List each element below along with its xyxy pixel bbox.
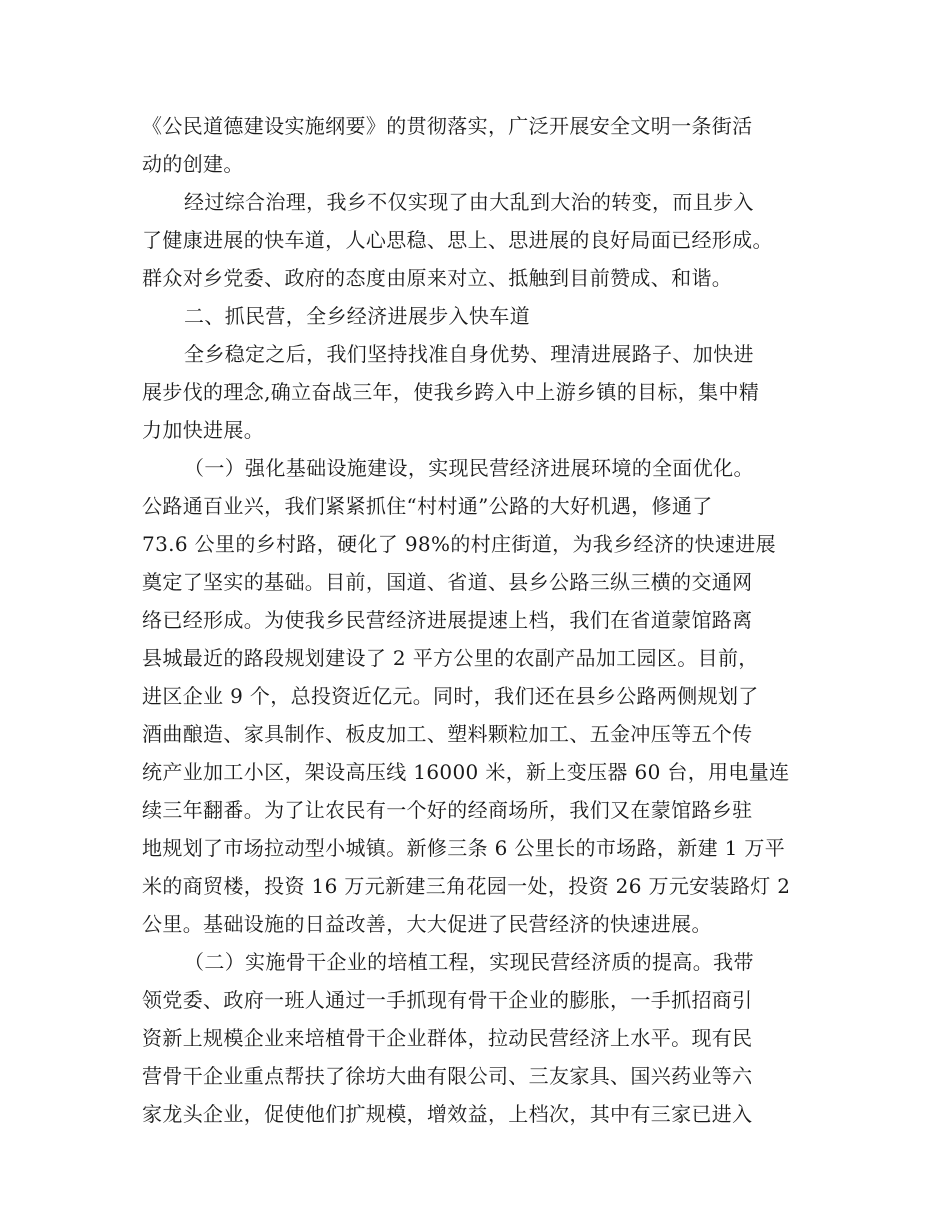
text-line: 经过综合治理，我乡不仅实现了由大乱到大治的转变，而且步入 xyxy=(184,190,754,214)
text-line: 展步伐的理念,确立奋战三年，使我乡跨入中上游乡镇的目标，集中精 xyxy=(142,380,760,404)
text-line: 络已经形成。为使我乡民营经济进展提速上档，我们在省道蒙馆路离 xyxy=(142,608,753,632)
text-line: 73.6 公里的乡村路，硬化了 98%的村庄街道，为我乡经济的快速进展 xyxy=(142,532,776,556)
text-line: 公路通百业兴，我们紧紧抓住“村村通”公路的大好机遇，修通了 xyxy=(142,494,713,518)
text-line: 家龙头企业，促使他们扩规模，增效益，上档次，其中有三家已进入 xyxy=(142,1102,753,1126)
text-line: 动的创建。 xyxy=(142,152,244,176)
text-line: 县城最近的路段规划建设了 2 平方公里的农副产品加工园区。目前， xyxy=(142,646,759,670)
subsection-heading: （一）强化基础设施建设，实现民营经济进展环境的全面优化。 xyxy=(184,456,754,480)
text-line: 进区企业 9 个，总投资近亿元。同时，我们还在县乡公路两侧规划了 xyxy=(142,684,759,708)
text-line: 了健康进展的快车道，人心思稳、思上、思进展的良好局面已经形成。 xyxy=(142,228,773,252)
subsection-heading: （二）实施骨干企业的培植工程，实现民营经济质的提高。我带 xyxy=(184,950,754,974)
text-line: 统产业加工小区，架设高压线 16000 米，新上变压器 60 台，用电量连 xyxy=(142,760,790,784)
text-line: 群众对乡党委、政府的态度由原来对立、抵触到目前赞成、和谐。 xyxy=(142,266,733,290)
text-line: 领党委、政府一班人通过一手抓现有骨干企业的膨胀，一手抓招商引 xyxy=(142,988,753,1012)
section-heading: 二、抓民营，全乡经济进展步入快车道 xyxy=(184,304,530,328)
text-line: 公里。基础设施的日益改善，大大促进了民营经济的快速进展。 xyxy=(142,912,712,936)
text-line: 米的商贸楼，投资 16 万元新建三角花园一处，投资 26 万元安装路灯 2 xyxy=(142,874,791,898)
text-line: 《公民道德建设实施纲要》的贯彻落实，广泛开展安全文明一条街活 xyxy=(142,114,753,138)
text-line: 奠定了坚实的基础。目前，国道、省道、县乡公路三纵三横的交通网 xyxy=(142,570,753,594)
text-line: 酒曲酿造、家具制作、板皮加工、塑料颗粒加工、五金冲压等五个传 xyxy=(142,722,753,746)
text-line: 营骨干企业重点帮扶了徐坊大曲有限公司、三友家具、国兴药业等六 xyxy=(142,1064,753,1088)
text-line: 地规划了市场拉动型小城镇。新修三条 6 公里长的市场路，新建 1 万平 xyxy=(142,836,786,860)
text-line: 力加快进展。 xyxy=(142,418,265,442)
text-line: 续三年翻番。为了让农民有一个好的经商场所，我们又在蒙馆路乡驻 xyxy=(142,798,753,822)
text-line: 全乡稳定之后，我们坚持找准自身优势、理清进展路子、加快进 xyxy=(184,342,754,366)
text-line: 资新上规模企业来培植骨干企业群体，拉动民营经济上水平。现有民 xyxy=(142,1026,753,1050)
